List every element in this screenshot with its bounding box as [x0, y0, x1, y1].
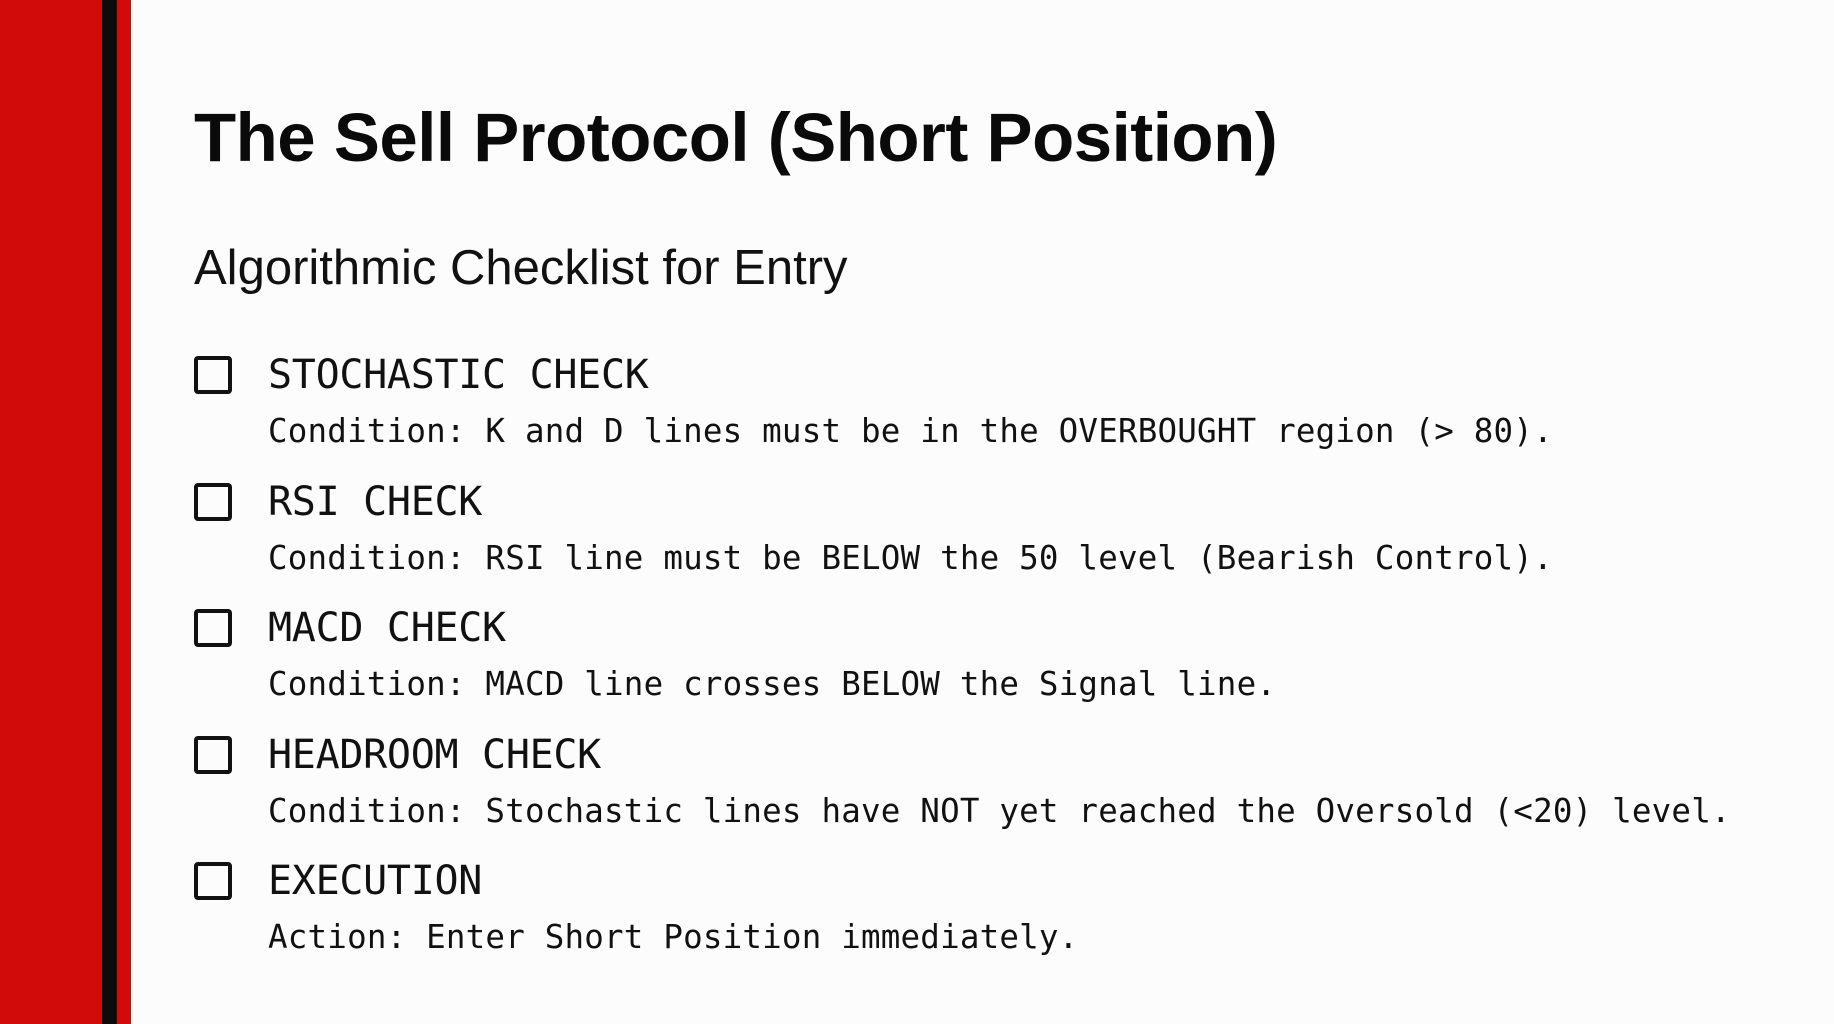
macd-check-checkbox[interactable] — [194, 609, 232, 647]
checklist-item-description: Condition: K and D lines must be in the OVERBOUGHT region (> 80). — [268, 412, 1553, 450]
checklist-item-description: Condition: Stochastic lines have NOT yet reached the Oversold (<20) level. — [268, 791, 1731, 830]
checklist-item-title: MACD CHECK — [268, 605, 506, 651]
page-title: The Sell Protocol (Short Position) — [194, 99, 1278, 176]
checklist-item-title: HEADROOM CHECK — [268, 731, 601, 778]
checklist-item-description: Condition: MACD line crosses BELOW the Signal line. — [268, 665, 1277, 703]
accent-bar-red-thin — [117, 0, 131, 1024]
rsi-check-checkbox[interactable] — [194, 483, 232, 521]
checklist-item-title: RSI CHECK — [268, 478, 483, 525]
checklist-item-description: Action: Enter Short Position immediately. — [268, 918, 1079, 956]
checklist-item-title: EXECUTION — [268, 858, 483, 904]
page-subtitle: Algorithmic Checklist for Entry — [194, 241, 848, 295]
stochastic-check-checkbox[interactable] — [194, 356, 232, 394]
checklist-item-title: STOCHASTIC CHECK — [268, 352, 649, 398]
accent-bar-red — [0, 0, 102, 1024]
accent-bar-black — [102, 0, 117, 1024]
headroom-check-checkbox[interactable] — [194, 736, 232, 774]
execution-checkbox[interactable] — [194, 862, 232, 900]
checklist-item-description: Condition: RSI line must be BELOW the 50 level (Bearish Control). — [268, 538, 1553, 577]
